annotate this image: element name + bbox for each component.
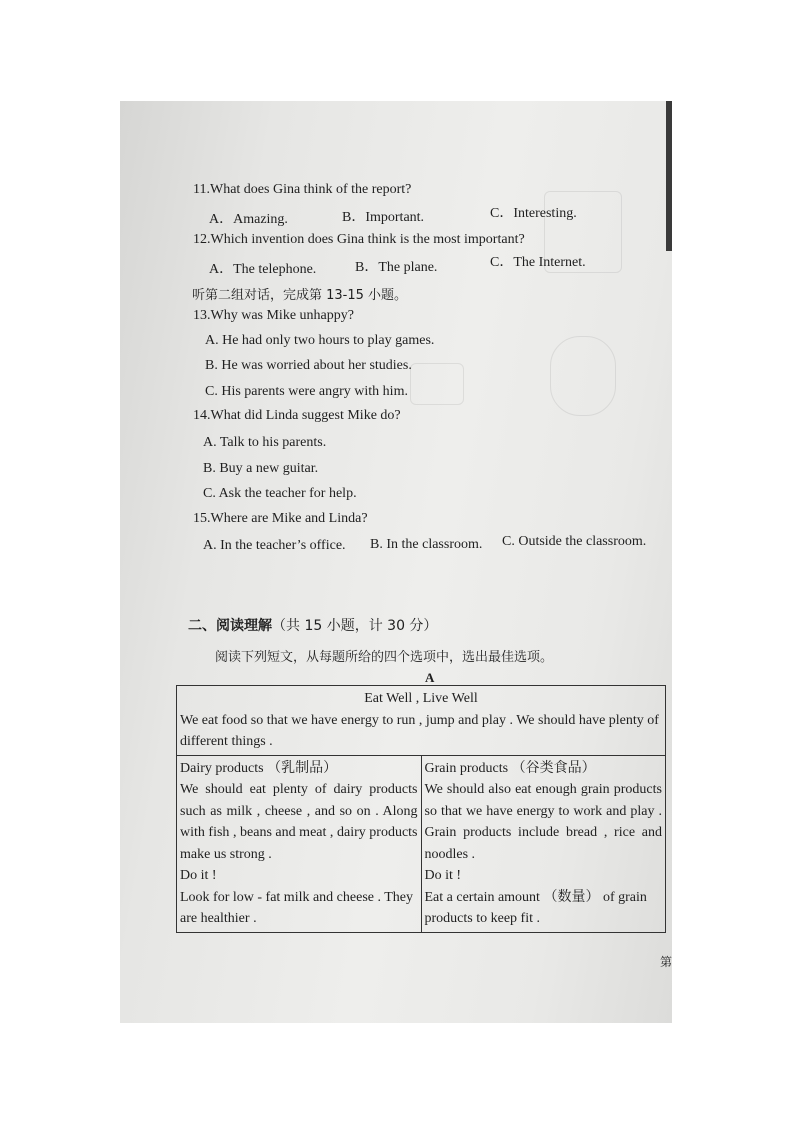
grain-cell <box>421 755 666 932</box>
grain-do-it: Do it ! <box>424 868 462 883</box>
q13-option-a: A. He had only two hours to play games. <box>205 333 435 348</box>
reading-instruction: 阅读下列短文，从每题所给的四个选项中，选出最佳选项。 <box>215 650 554 665</box>
show-through-illustration <box>410 363 464 405</box>
dairy-heading: Dairy products （乳制品） <box>180 760 338 776</box>
q13-option-b: B. He was worried about her studies. <box>205 358 412 373</box>
q12-option-c: C．The Internet. <box>490 255 586 270</box>
grain-body: We should also eat enough grain products so that we have energy to work and play . Grain products include bread , rice and noodles . <box>424 782 662 862</box>
question-11: 11.What does Gina think of the report? <box>193 182 412 197</box>
dairy-cell <box>177 755 422 932</box>
show-through-illustration <box>550 336 616 416</box>
page-number-mark: 第 <box>659 955 672 969</box>
eat-well-table <box>176 685 666 933</box>
grain-heading: Grain products （谷类食品） <box>424 760 596 776</box>
q11-option-a: A．Amazing. <box>209 212 288 227</box>
question-12: 12.Which invention does Gina think is the most important? <box>193 232 525 247</box>
table-content-row <box>177 755 666 932</box>
dairy-tip: Look for low - fat milk and cheese . They are healthier . <box>180 889 414 926</box>
q15-option-a: A. In the teacher’s office. <box>203 538 346 553</box>
section-points: （共 15 小题，计 30 分） <box>272 618 438 634</box>
dairy-body: We should eat plenty of dairy products such as milk , cheese , and so on . Along with fish , beans and meat , dairy products make us strong . <box>180 782 418 862</box>
exam-sheet <box>120 101 672 1023</box>
q12-option-b: B．The plane. <box>355 260 438 275</box>
question-14: 14.What did Linda suggest Mike do? <box>193 408 401 423</box>
q14-option-c: C. Ask the teacher for help. <box>203 486 357 501</box>
question-13: 13.Why was Mike unhappy? <box>193 308 354 323</box>
sheet-edge-shadow <box>666 101 672 251</box>
table-title: Eat Well , Live Well <box>364 691 478 706</box>
table-title-row <box>177 686 666 756</box>
q14-option-b: B. Buy a new guitar. <box>203 461 319 476</box>
q14-option-a: A. Talk to his parents. <box>203 435 327 450</box>
q12-option-a: A．The telephone. <box>209 262 317 277</box>
q15-option-b: B. In the classroom. <box>370 537 483 552</box>
table-intro: We eat food so that we have energy to run , jump and play . We should have plenty of different things . <box>180 712 659 749</box>
section-title: 二、阅读理解 <box>188 618 272 634</box>
q11-option-c: C．Interesting. <box>490 206 577 221</box>
listening-group-2-instruction: 听第二组对话，完成第 13-15 小题。 <box>192 288 408 303</box>
grain-tip: Eat a certain amount （数量） of grain products to keep fit . <box>424 889 647 926</box>
passage-label: A <box>425 670 435 685</box>
question-15: 15.Where are Mike and Linda? <box>193 511 368 526</box>
q11-option-b: B．Important. <box>342 210 425 225</box>
q13-option-c: C. His parents were angry with him. <box>205 384 408 399</box>
q15-option-c: C. Outside the classroom. <box>502 534 647 549</box>
reading-section-heading <box>188 615 437 635</box>
dairy-do-it: Do it ! <box>180 868 217 883</box>
table-title-cell <box>177 686 666 756</box>
